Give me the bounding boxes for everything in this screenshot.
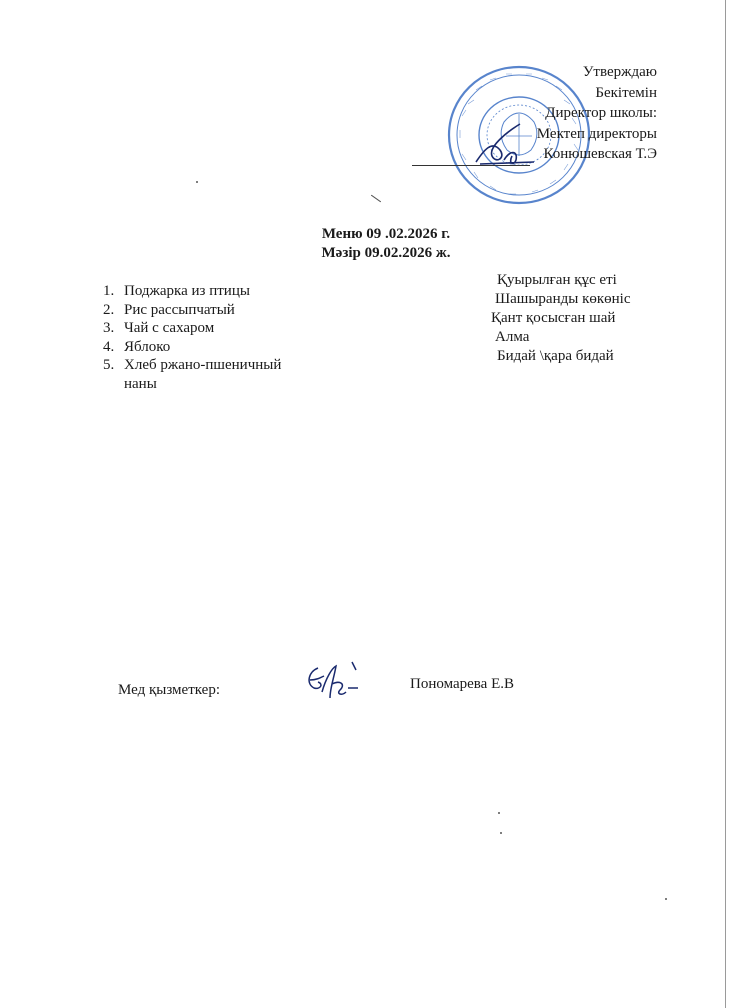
menu-item-kz: Қант қосысған шай: [491, 310, 616, 326]
menu-item-ru: [103, 319, 281, 338]
director-signature: [470, 120, 540, 170]
item-number: 3.: [103, 320, 115, 336]
item-text: Чай с сахаром: [124, 320, 215, 336]
medical-staff-name: Пономарева Е.В: [410, 676, 514, 692]
approval-line: Директор школы:: [545, 105, 657, 121]
scan-speck: [500, 832, 502, 834]
approval-line: Утверждаю: [582, 64, 657, 80]
approval-line: Бекітемін: [595, 84, 657, 101]
scan-edge-line: [725, 0, 726, 1008]
item-text: Рис рассыпчатый: [124, 301, 235, 318]
signature-line: [412, 165, 530, 166]
menu-item-ru: [103, 282, 281, 301]
menu-item-kz: Алма: [495, 329, 530, 345]
menu-item-kz: Бидай \қара бидай: [497, 348, 614, 364]
approval-block: [537, 62, 657, 165]
scan-speck: [371, 195, 381, 203]
approval-line: Мектеп директоры: [536, 125, 657, 142]
menu-title-kz: Мәзір 09.02.2026 ж.: [321, 245, 451, 261]
item-number: 4.: [103, 338, 115, 355]
item-text: Хлеб ржано-пшеничный: [124, 357, 282, 373]
menu-item-kz: Қуырылған құс еті: [497, 272, 617, 288]
menu-title-ru: Меню 09 .02.2026 г.: [321, 226, 451, 242]
menu-item-continuation: наны: [124, 375, 157, 392]
scan-speck: [196, 181, 198, 183]
menu-item-kz: Шашыранды көкөніс: [495, 291, 631, 307]
menu-item-ru: [103, 301, 281, 320]
approval-line: Конюшевская Т.Э: [543, 146, 657, 162]
menu-list-kz: [491, 271, 631, 366]
medical-staff-label: Мед қызметкер:: [118, 682, 221, 698]
menu-list-ru: [103, 282, 281, 393]
nurse-signature: [300, 658, 372, 704]
scan-speck: [498, 812, 500, 814]
item-number: 1.: [103, 283, 115, 299]
item-number: 2.: [103, 301, 115, 318]
menu-item-ru: [103, 356, 281, 375]
item-text: Поджарка из птицы: [124, 283, 250, 299]
item-number: 5.: [103, 357, 115, 373]
scan-speck: [665, 898, 667, 900]
menu-item-ru: [103, 338, 281, 357]
item-text: Яблоко: [124, 338, 171, 355]
